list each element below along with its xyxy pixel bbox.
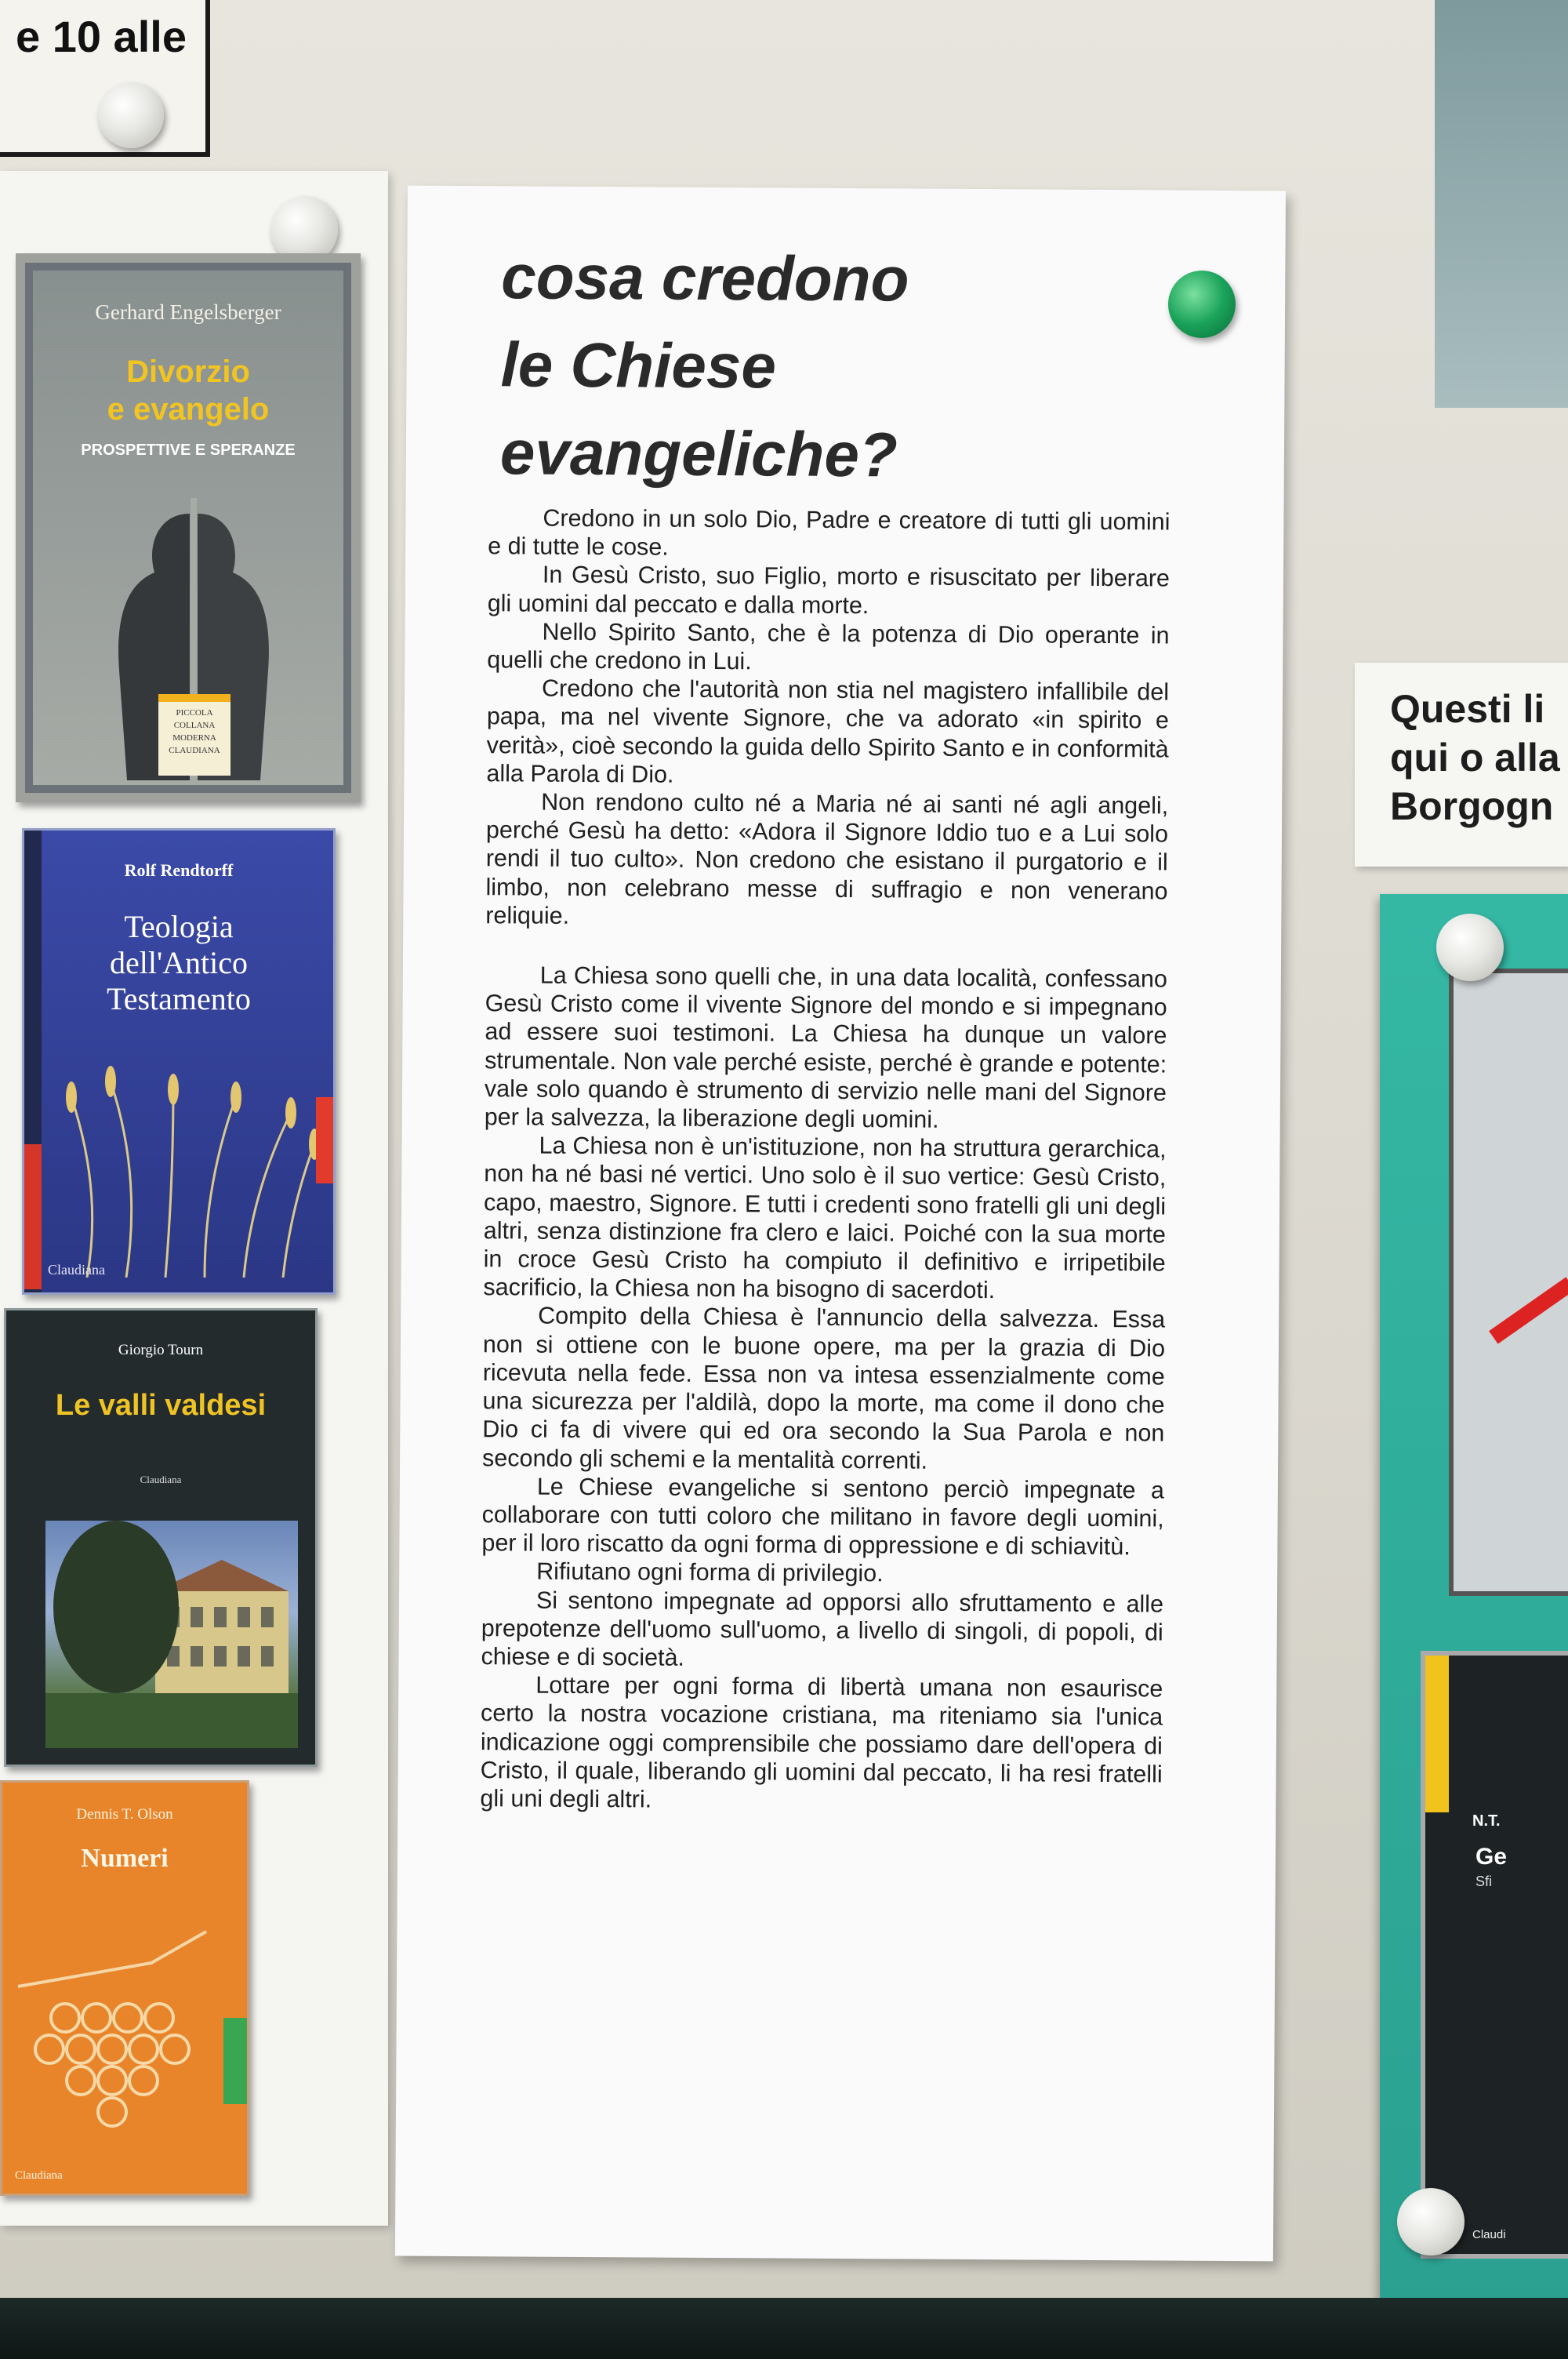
article-title: cosa credono le Chiese evangeliche? bbox=[499, 242, 909, 490]
green-pushpin bbox=[1168, 271, 1236, 338]
book-cover-valli-valdesi bbox=[4, 1308, 318, 1767]
book-publisher: Claudiana bbox=[140, 1474, 182, 1485]
book-cover-partial-dark: N.T. Ge Sfi Claudi bbox=[1421, 1651, 1568, 2259]
pushpin bbox=[1436, 914, 1504, 981]
book-author: Gerhard Engelsberger bbox=[95, 300, 281, 324]
board-frame bbox=[0, 2298, 1568, 2359]
article-paragraph: Nello Spirito Santo, che è la potenza di Dio operante in quelli che credono in Lui. bbox=[487, 618, 1170, 675]
book-publisher: Claudiana bbox=[15, 2169, 63, 2182]
book-title: Le valli valdesi bbox=[55, 1389, 267, 1422]
article-paragraph: Si sentono impegnate ad opporsi allo sfruttamento e alle prepotenze dell'uomo sull'uomo, a livello di singoli, di popoli, di chiese e di società. bbox=[481, 1587, 1164, 1671]
pushpin bbox=[1397, 2188, 1465, 2255]
grapes-illustration bbox=[10, 1908, 245, 2143]
article-paragraph: Credono che l'autorità non stia nel magistero infallibile del papa, ma nel vivente Signore, che va adorato «in spirito e verità», cioè secondo la guida dello Spirito Santo e in conformità alla Parola di Dio. bbox=[486, 674, 1170, 788]
article-paragraph: Compito della Chiesa è l'annuncio della salvezza. Essa non si ottiene con le buone opere, ma per la grazia di Dio ricevuta nella fede. Essa non va intesa essenzialmente come una sicurezza per l'aldilà, dopo la morte, ma come il dono che Dio ci fa di vivere qui ed ora secondo la Sua Parola e non secondo gli schemi e la mentalità correnti. bbox=[481, 1303, 1166, 1474]
article-paragraph: Non rendono culto né a Maria né ai santi né agli angeli, perché Gesù ha detto: «Adora il Signore Iddio tuo e a Lui solo rendi il tuo culto». Non credono che esistano il purgatorio e il limbo, non celebrano messe di suffragio e non venerano reliquie. bbox=[485, 788, 1169, 929]
book-author: Giorgio Tourn bbox=[118, 1342, 204, 1358]
top-left-notice-text: e 10 alle bbox=[16, 12, 187, 61]
book-title: Teologia dell'Antico Testamento bbox=[107, 909, 251, 1016]
right-poster-edge bbox=[1435, 0, 1568, 408]
book-subtitle: PROSPETTIVE E SPERANZE bbox=[81, 442, 296, 459]
book-title: Divorzio e evangelo bbox=[107, 354, 270, 427]
article-paragraph: La Chiesa sono quelli che, in una data località, confessano Gesù Cristo come il vivente Signore del mondo e si impegnano ad essere suoi testimoni. La Chiesa ha dunque un valore strumentale. Non vale perché esiste, perché è grande e potente: vale solo quando è strumento di servizio nelle mani del Signore per la salvezza, la liberazione degli uomini. bbox=[484, 961, 1167, 1133]
book-cover-divorzio bbox=[16, 253, 361, 802]
book-title: Numeri bbox=[81, 1844, 169, 1873]
book-author: Dennis T. Olson bbox=[76, 1806, 173, 1823]
book-cover-teologia bbox=[22, 828, 336, 1295]
article-paragraph: Le Chiese evangeliche si sentono perciò impegnate a collaborare con tutti coloro che militano in favore degli uomini, per il loro riscatto da ogni forma di oppressione e di schiavitù. bbox=[481, 1473, 1164, 1561]
wheat-illustration bbox=[56, 1050, 322, 1278]
series-label: PICCOLA COLLANA MODERNA CLAUDIANA bbox=[158, 694, 230, 776]
article-body bbox=[480, 503, 1170, 1816]
article-paragraph: Credono in un solo Dio, Padre e creatore di tutti gli uomini e di tutte le cose. bbox=[488, 504, 1171, 561]
pushpin bbox=[98, 82, 164, 148]
villa-photo bbox=[45, 1521, 298, 1748]
article-paragraph: In Gesù Cristo, suo Figlio, morto e risuscitato per liberare gli uomini dal peccato e dalla morte. bbox=[487, 562, 1171, 619]
book-author: Rolf Rendtorff bbox=[124, 860, 234, 880]
teal-panel bbox=[1380, 894, 1568, 2317]
right-notice: Questi li qui o alla Borgogn bbox=[1355, 663, 1568, 867]
article-paragraph: Rifiutano ogni forma di privilegio. bbox=[536, 1558, 884, 1587]
book-cover-partial bbox=[1449, 969, 1568, 1596]
book-cover-numeri bbox=[0, 1780, 249, 2196]
article-sheet bbox=[395, 186, 1286, 2262]
book-publisher: Claudiana bbox=[48, 1262, 105, 1278]
article-paragraph: Lottare per ogni forma di libertà umana non esaurisce certo la nostra vocazione cristiana, ma riteniamo sia l'unica indicazione oggi comprensibile che possiamo dare dell'opera di Cristo, il quale, liberando gli uomini dal peccato, li ha resi fratelli gli uni degli altri. bbox=[480, 1671, 1163, 1813]
article-paragraph: La Chiesa non è un'istituzione, non ha struttura gerarchica, non ha né basi né vertici. Uno solo è il suo vertice: Gesù Cristo, capo, maestro, Signore. E tutti i credenti sono fratelli gli uni degli altri, senza distinzione fra clero e laici. Poiché con la sua morte in croce Gesù Cristo ha compiuto il definitivo e irripetibile sacrificio, la Chiesa non ha bisogno di sacerdoti. bbox=[483, 1132, 1167, 1304]
